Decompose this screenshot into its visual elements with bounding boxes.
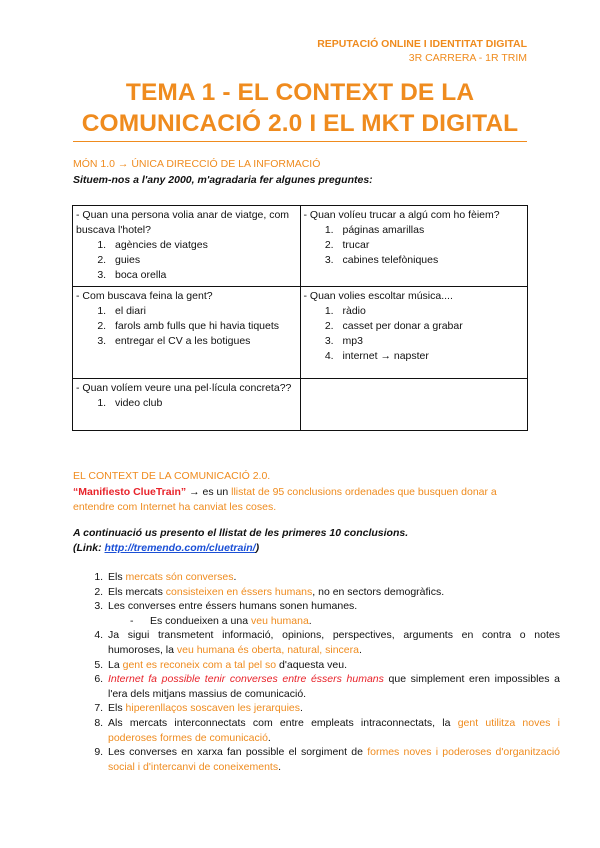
table-row <box>73 287 528 379</box>
cell-question: - Quan volíeu trucar a algú com ho fèiem? <box>303 209 500 221</box>
text: Es condueixen a una <box>150 614 251 627</box>
table-cell <box>300 287 528 379</box>
page-title <box>73 77 527 139</box>
list-item: 3. boca orella <box>109 268 297 283</box>
title-line-2: COMUNICACIÓ 2.0 I EL MKT DIGITAL <box>81 110 519 137</box>
link-suffix: ) <box>255 542 260 554</box>
text: . <box>233 571 237 583</box>
text: Els mercats <box>108 585 166 598</box>
table-row <box>73 206 528 287</box>
highlight: veu humana <box>251 614 309 627</box>
list-item: 4. internet → napster <box>337 349 525 364</box>
text: Els <box>108 702 126 715</box>
list-item <box>106 628 560 657</box>
list-item: 3. cabines telefòniques <box>337 253 525 268</box>
list-item: 1. video club <box>109 396 297 411</box>
cell-answers <box>76 238 297 283</box>
text: . <box>358 643 362 656</box>
source-link-line <box>73 541 527 556</box>
list-item <box>106 701 560 716</box>
text: . <box>278 760 282 773</box>
title-line-1: TEMA 1 - EL CONTEXT DE LA <box>125 79 475 106</box>
header-course-title: REPUTACIÓ ONLINE I IDENTITAT DIGITAL <box>317 38 527 50</box>
highlight: mercats són converses <box>125 571 234 583</box>
link-prefix: (Link: <box>73 542 105 554</box>
text: Les converses entre éssers humans sonen humanes. <box>108 600 358 613</box>
header-course-term: 3R CARRERA - 1R TRIM <box>408 52 527 64</box>
text: d'aquesta veu. <box>276 658 348 671</box>
section-intro: Situem-nos a l'any 2000, m'agradaria fer algunes preguntes: <box>73 174 373 186</box>
conclusions-list <box>73 570 560 774</box>
conclusions-intro <box>73 526 527 556</box>
highlight: gent utilitza noves i poderoses formes de comunicació <box>108 716 560 744</box>
list-item: 1. páginas amarillas <box>337 223 525 238</box>
list-item <box>106 570 560 585</box>
table-cell <box>73 379 301 431</box>
questions-table <box>72 205 528 431</box>
table-cell <box>300 206 528 287</box>
list-item: 2. casset per donar a grabar <box>337 319 525 334</box>
list-item: 3. entregar el CV a les botigues <box>109 334 297 349</box>
text: Ja sigui transmetent informació, opinions, perspectives, arguments en contra o notes humoroses, la <box>108 629 560 656</box>
list-item: 2. trucar <box>337 238 525 253</box>
list-item: 2. farols amb fulls que hi havia tiquets <box>109 319 297 334</box>
conclusions-intro-text: A continuació us presento el llistat de les primeres 10 conclusions. <box>73 527 409 539</box>
cell-answers <box>304 304 525 364</box>
sub-list <box>108 614 560 629</box>
manifesto-name: “Manifiesto ClueTrain” <box>73 486 187 498</box>
cell-question: - Com buscava feina la gent? <box>76 290 213 302</box>
section-heading-context-2: EL CONTEXT DE LA COMUNICACIÓ 2.0. <box>73 470 271 482</box>
text: Als mercats interconnectats com entre empleats intraconnectats, la <box>108 716 458 729</box>
list-item: 3. mp3 <box>337 334 525 349</box>
manifesto-arrow: → es un <box>186 486 232 498</box>
list-item <box>106 672 560 701</box>
title-divider <box>73 141 527 142</box>
manifesto-description: llistat de 95 conclusions ordenades que busquen donar a entendre com Internet ha canviat les coses. <box>73 486 497 513</box>
table-cell <box>73 287 301 379</box>
cell-answers <box>304 223 525 268</box>
cell-question: - Quan volíem veure una pel·lícula concreta?? <box>76 382 292 394</box>
text: que simplement eren impossibles a l'era dels mitjans massius de comunicació. <box>108 673 560 700</box>
text: La <box>108 658 123 671</box>
highlight: hiperenllaços soscaven les jerarquies <box>125 702 301 715</box>
text: . <box>300 702 303 715</box>
table-cell <box>73 206 301 287</box>
sub-list-item <box>148 614 560 629</box>
list-item: 1. el diari <box>109 304 297 319</box>
highlight: Internet fa possible tenir converses entre éssers humans <box>108 673 384 686</box>
highlight: consisteixen en éssers humans <box>165 585 313 598</box>
list-item <box>106 585 560 600</box>
cell-question: - Quan una persona volia anar de viatge, com buscava l'hotel? <box>76 209 290 236</box>
text: . <box>308 614 312 627</box>
highlight: formes noves i poderoses d'organització social i d'intercanvi de coneixements <box>108 746 560 773</box>
table-row <box>73 379 528 431</box>
list-item: 2. guies <box>109 253 297 268</box>
highlight: veu humana és oberta, natural, sincera <box>176 643 359 656</box>
cell-answers <box>76 396 297 411</box>
list-item <box>106 745 560 774</box>
cell-answers <box>76 304 297 349</box>
manifesto-paragraph <box>73 485 527 515</box>
section-heading-mon-1: MÓN 1.0 → ÚNICA DIRECCIÓ DE LA INFORMACIÓ <box>73 158 321 170</box>
text: Les converses en xarxa fan possible el sorgiment de <box>108 746 368 759</box>
cluetrain-link[interactable]: http://tremendo.com/cluetrain/ <box>104 542 256 554</box>
cell-question: - Quan volies escoltar música.... <box>303 290 453 302</box>
list-item: 1. ràdio <box>337 304 525 319</box>
text: . <box>267 731 271 744</box>
list-item <box>106 716 560 745</box>
highlight: gent es reconeix com a tal pel so <box>122 658 277 671</box>
list-item <box>106 658 560 673</box>
text: Els <box>108 571 126 583</box>
list-item: 1. agències de viatges <box>109 238 297 253</box>
list-item <box>106 599 560 628</box>
text: , no en sectors demogràfics. <box>312 585 445 598</box>
table-cell-empty <box>300 379 528 431</box>
